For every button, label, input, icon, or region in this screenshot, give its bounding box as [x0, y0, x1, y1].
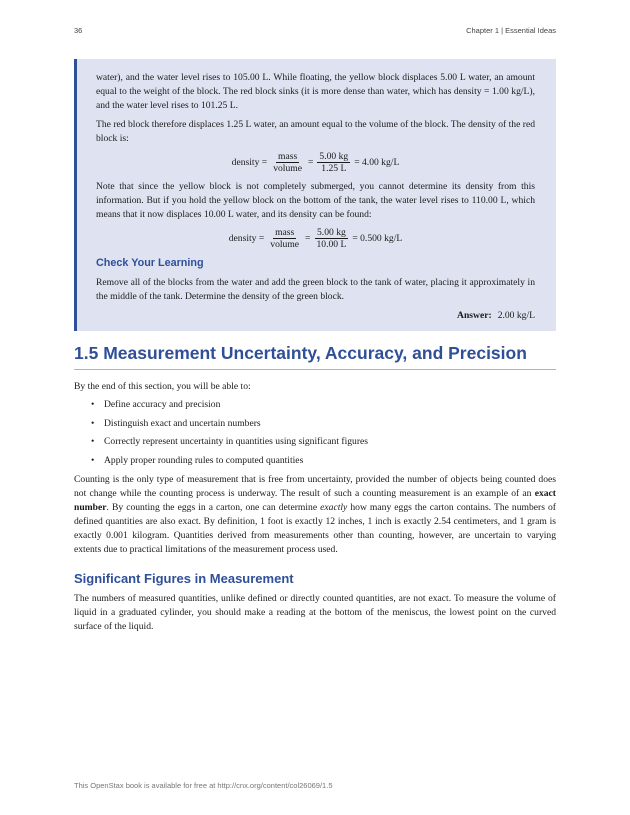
equals-sign: = — [307, 156, 314, 168]
answer-value: 2.00 kg/L — [497, 310, 535, 321]
page-header — [74, 26, 556, 35]
fraction-numerator: 5.00 kg — [319, 151, 349, 162]
answer-label: Answer: — [457, 310, 492, 321]
fraction-mass-volume — [271, 151, 304, 174]
example-paragraph: water), and the water level rises to 105.00 L. While floating, the yellow block displaces 5.00 L water, an amount equal to the weight of the block. The red block sinks (it is more dense than water, which has density = 1.00 kg/L), and the water level rises to 101.25 L. — [96, 72, 535, 111]
check-your-learning-text: Remove all of the blocks from the water and add the green block to the tank of water, placing it approximately in the middle of the tank. Determine the density of the green block. — [96, 277, 535, 302]
density-equation-red — [96, 151, 535, 174]
body-paragraph: The numbers of measured quantities, unlike defined or directly counted quantities, are not exact. To measure the volume of liquid in a graduated cylinder, you should make a reading at the bottom of the meniscus, the lowest point on the curved surface of the liquid. — [74, 593, 556, 632]
fraction-numerator: 5.00 kg — [317, 227, 346, 238]
example-paragraph: Note that since the yellow block is not completely submerged, you cannot determine its density from this information. But if you hold the yellow block on the bottom of the tank, the water level rises to 110.00 L, which means that it now displaces 10.00 L water, and its density can be found: — [96, 181, 535, 220]
equals-sign: = — [305, 232, 311, 244]
body-paragraph — [74, 473, 556, 557]
chapter-title: Chapter 1 | Essential Ideas — [466, 26, 556, 35]
page-number: 36 — [74, 26, 83, 35]
page-footer: This OpenStax book is available for free at http://cnx.org/content/col26069/1.5 — [74, 781, 333, 790]
learning-objectives-intro: By the end of this section, you will be able to: — [74, 381, 251, 392]
fraction-denominator: volume — [270, 239, 300, 250]
learning-objectives-list — [74, 398, 556, 472]
key-term-exact-number: exact number — [74, 488, 556, 513]
list-item: • Apply proper rounding rules to computed quantities — [74, 454, 556, 473]
paragraph-text: . By counting the eggs in a carton, one can determine — [106, 502, 321, 513]
fraction-mass-volume — [268, 227, 301, 250]
paragraph-text: how many eggs the carton contains. The numbers of defined quantities are also exact. By definition, 1 foot is exactly 12 inches, 1 inch is exactly 2.54 centimeters, and 1 gram is exactly 0.001 kilogram. Quantities derived from measurements other than counting, however, are uncertain to varying extents due to practical limitations of the measurement process used. — [74, 502, 557, 555]
emphasis-text: exactly — [320, 502, 348, 513]
fraction-denominator: volume — [273, 163, 302, 174]
equation-result: = 0.500 kg/L — [352, 232, 403, 244]
example-box — [74, 59, 556, 331]
equation-lhs: density = — [231, 156, 268, 168]
equation-lhs: density = — [228, 232, 265, 244]
check-your-learning-heading: Check Your Learning — [96, 257, 204, 269]
answer-row — [96, 309, 535, 323]
section-title: 1.5 Measurement Uncertainty, Accuracy, and Precision — [74, 343, 556, 370]
density-equation-yellow — [96, 227, 535, 250]
list-item: • Correctly represent uncertainty in quantities using significant figures — [74, 435, 556, 454]
fraction-numerator: mass — [278, 151, 298, 162]
fraction-values — [314, 227, 348, 250]
paragraph-text: Counting is the only type of measurement that is free from uncertainty, provided the number of objects being counted does not change while the counting process is underway. The result of such a counting measurement is an example of an — [74, 474, 556, 499]
equation-result: = 4.00 kg/L — [354, 156, 400, 168]
example-paragraph: The red block therefore displaces 1.25 L water, an amount equal to the volume of the block. The density of the red block is: — [96, 119, 535, 144]
list-item: • Distinguish exact and uncertain numbers — [74, 417, 556, 436]
fraction-values — [317, 151, 350, 174]
fraction-numerator: mass — [275, 227, 295, 238]
fraction-denominator: 1.25 L — [321, 163, 347, 174]
list-item: • Define accuracy and precision — [74, 398, 556, 417]
subsection-title: Significant Figures in Measurement — [74, 571, 294, 586]
fraction-denominator: 10.00 L — [316, 239, 347, 250]
